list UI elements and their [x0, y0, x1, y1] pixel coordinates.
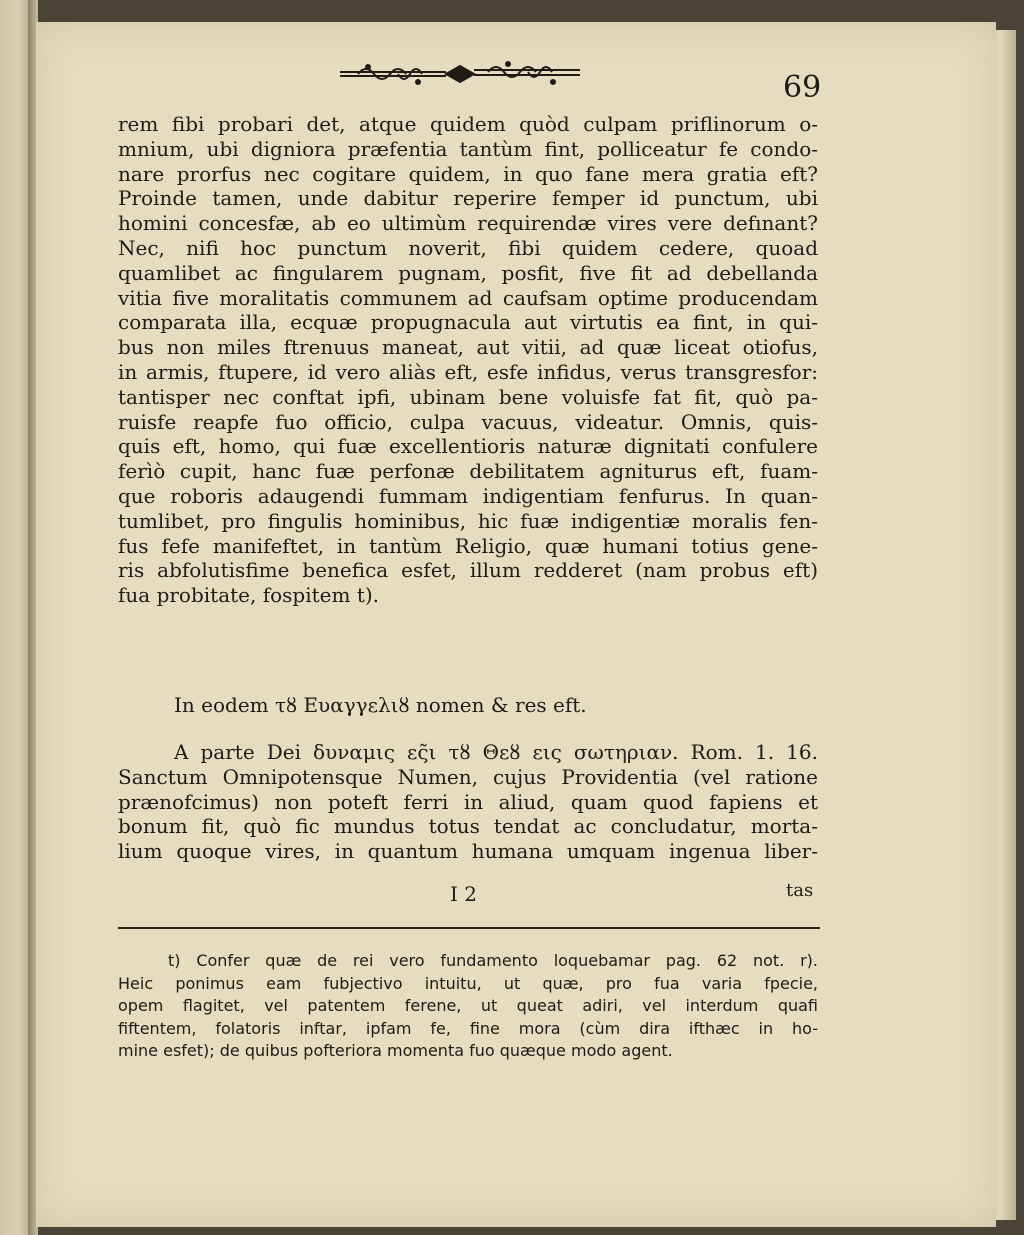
text-line: Proinde tamen, unde dabitur reperire femper id punctum, ubi [118, 186, 818, 211]
text-line: tumlibet, pro fingulis hominibus, hic fuæ indigentiæ moralis fen- [118, 508, 818, 533]
text-line: ruisfe reapfe fuo officio, culpa vacuus, videatur. Omnis, quis- [118, 409, 818, 434]
text-line: nare prorfus nec cogitare quidem, in quo fane mera gratia eft? [118, 161, 818, 186]
footnote-line: opem flagitet, vel patentem ferene, ut queat adiri, vel interdum quafi [118, 996, 818, 1016]
text-line: A parte Dei δυναμις ες̃ι τȣ Θεȣ εις σωτηριαν. Rom. 1. 16. [174, 740, 818, 764]
main-paragraph [118, 112, 818, 608]
text-line: tantisper nec conftat ipfi, ubinam bene voluisfe fat fit, quò pa- [118, 384, 818, 409]
catchword: tas [786, 880, 814, 901]
footnote-line: Heic ponimus eam fubjectivo intuitu, ut quæ, pro fua varia fpecie, [118, 973, 818, 993]
text-line: rem fibi probari det, atque quidem quòd culpam priflinorum o- [118, 112, 818, 136]
text-line: quis eft, homo, qui fuæ excellentioris naturæ dignitati confulere [118, 434, 818, 459]
text-line: lium quoque vires, in quantum humana umquam ingenua liber- [118, 839, 818, 864]
text-line: Sanctum Omnipotensque Numen, cujus Providentia (vel ratione [118, 764, 818, 789]
text-line: ferìò cupit, hanc fuæ perfonæ debilitatem agniturus eft, fuam- [118, 459, 818, 484]
footnote [118, 950, 818, 1063]
text-line: Nec, nifi hoc punctum noverit, fibi quidem cedere, quoad [118, 235, 818, 260]
text-line: mnium, ubi digniora præfentia tantùm fint, polliceatur fe condo- [118, 136, 818, 161]
footnote-rule [118, 927, 820, 929]
second-paragraph [118, 740, 818, 864]
text-line: fua probitate, fospitem t). [118, 583, 380, 608]
signature-mark: I 2 [450, 882, 477, 906]
footnote-line: t) Confer quæ de rei vero fundamento loquebamar pag. 62 not. r). [168, 951, 818, 970]
footnote-line: fiftentem, folatoris inftar, ipfam fe, fine mora (cùm dira ifthæc in ho- [118, 1018, 818, 1038]
text-line: quamlibet ac fingularem pugnam, posfit, five fit ad debellanda [118, 260, 818, 285]
footnote-line: mine esfet); de quibus pofteriora momenta fuo quæque modo agent. [118, 1041, 673, 1061]
text-line: fus fefe manifeftet, in tantùm Religio, quæ humani totius gene- [118, 533, 818, 558]
text-line: vitia five moralitatis communem ad caufsam optime producendam [118, 285, 818, 310]
text-line: homini concesfæ, ab eo ultimùm requirendæ vires vere defınant? [118, 211, 818, 236]
text-line: bonum fit, quò fic mundus totus tendat ac concludatur, morta- [118, 814, 818, 839]
text-line: comparata illa, ecquæ propugnacula aut virtutis ea fint, in qui- [118, 310, 818, 335]
text-line: prænofcimus) non poteft ferri in aliud, quam quod fapiens et [118, 789, 818, 814]
text-line: ris abfolutisfime benefica esfet, illum redderet (nam probus eft) [118, 558, 818, 583]
headpiece-ornament [338, 58, 582, 88]
text-line: bus non miles ftrenuus maneat, aut vitii, ad quæ liceat otiofus, [118, 335, 818, 360]
section-heading: In eodem τȣ Ευαγγελιȣ nomen & res eft. [174, 693, 587, 717]
text-line: in armis, ftupere, id vero aliàs eft, esfe infidus, verus transgresfor: [118, 359, 818, 384]
page-number: 69 [783, 70, 822, 105]
text-line: que roboris adaugendi fummam indigentiam fenfurus. In quan- [118, 483, 818, 508]
facing-page-edge [0, 0, 30, 1235]
